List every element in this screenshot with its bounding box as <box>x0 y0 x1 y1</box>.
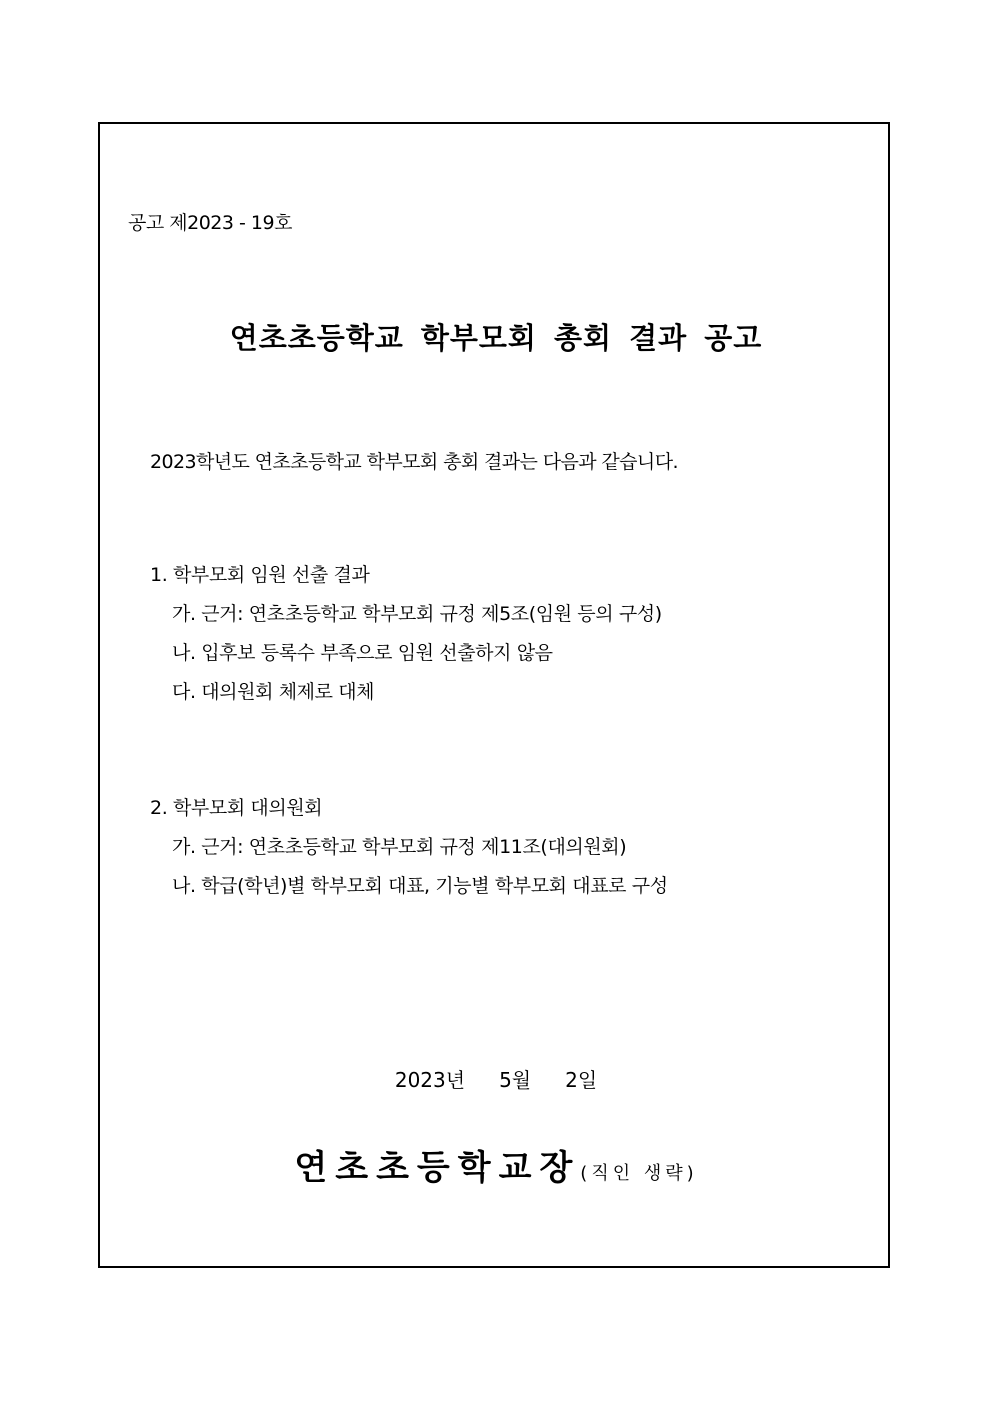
seal-omitted-note: (직인 생략) <box>580 1163 698 1184</box>
section-2-heading: 2. 학부모회 대의원회 <box>150 797 323 819</box>
document-date <box>0 1064 992 1093</box>
document-title: 연초초등학교 학부모회 총회 결과 공고 <box>229 321 763 355</box>
section-2-item-2: 나. 학급(학년)별 학부모회 대표, 기능별 학부모회 대표로 구성 <box>172 875 668 897</box>
section-1-item-1: 가. 근거: 연초초등학교 학부모회 규정 제5조(임원 등의 구성) <box>172 603 662 625</box>
principal-name: 연초초등학교장 <box>294 1148 581 1188</box>
signature-block <box>0 1140 992 1189</box>
date-month: 5월 <box>499 1068 532 1092</box>
section-1-heading: 1. 학부모회 임원 선출 결과 <box>150 564 370 586</box>
notice-number: 공고 제2023 - 19호 <box>128 212 292 234</box>
section-2-item-1: 가. 근거: 연초초등학교 학부모회 규정 제11조(대의원회) <box>172 836 627 858</box>
date-day: 2일 <box>565 1068 598 1092</box>
intro-text: 2023학년도 연초초등학교 학부모회 총회 결과는 다음과 같습니다. <box>150 451 678 473</box>
section-1-item-2: 나. 입후보 등록수 부족으로 임원 선출하지 않음 <box>172 642 553 664</box>
date-year: 2023년 <box>394 1068 466 1092</box>
section-1-item-3: 다. 대의원회 체제로 대체 <box>172 681 375 703</box>
